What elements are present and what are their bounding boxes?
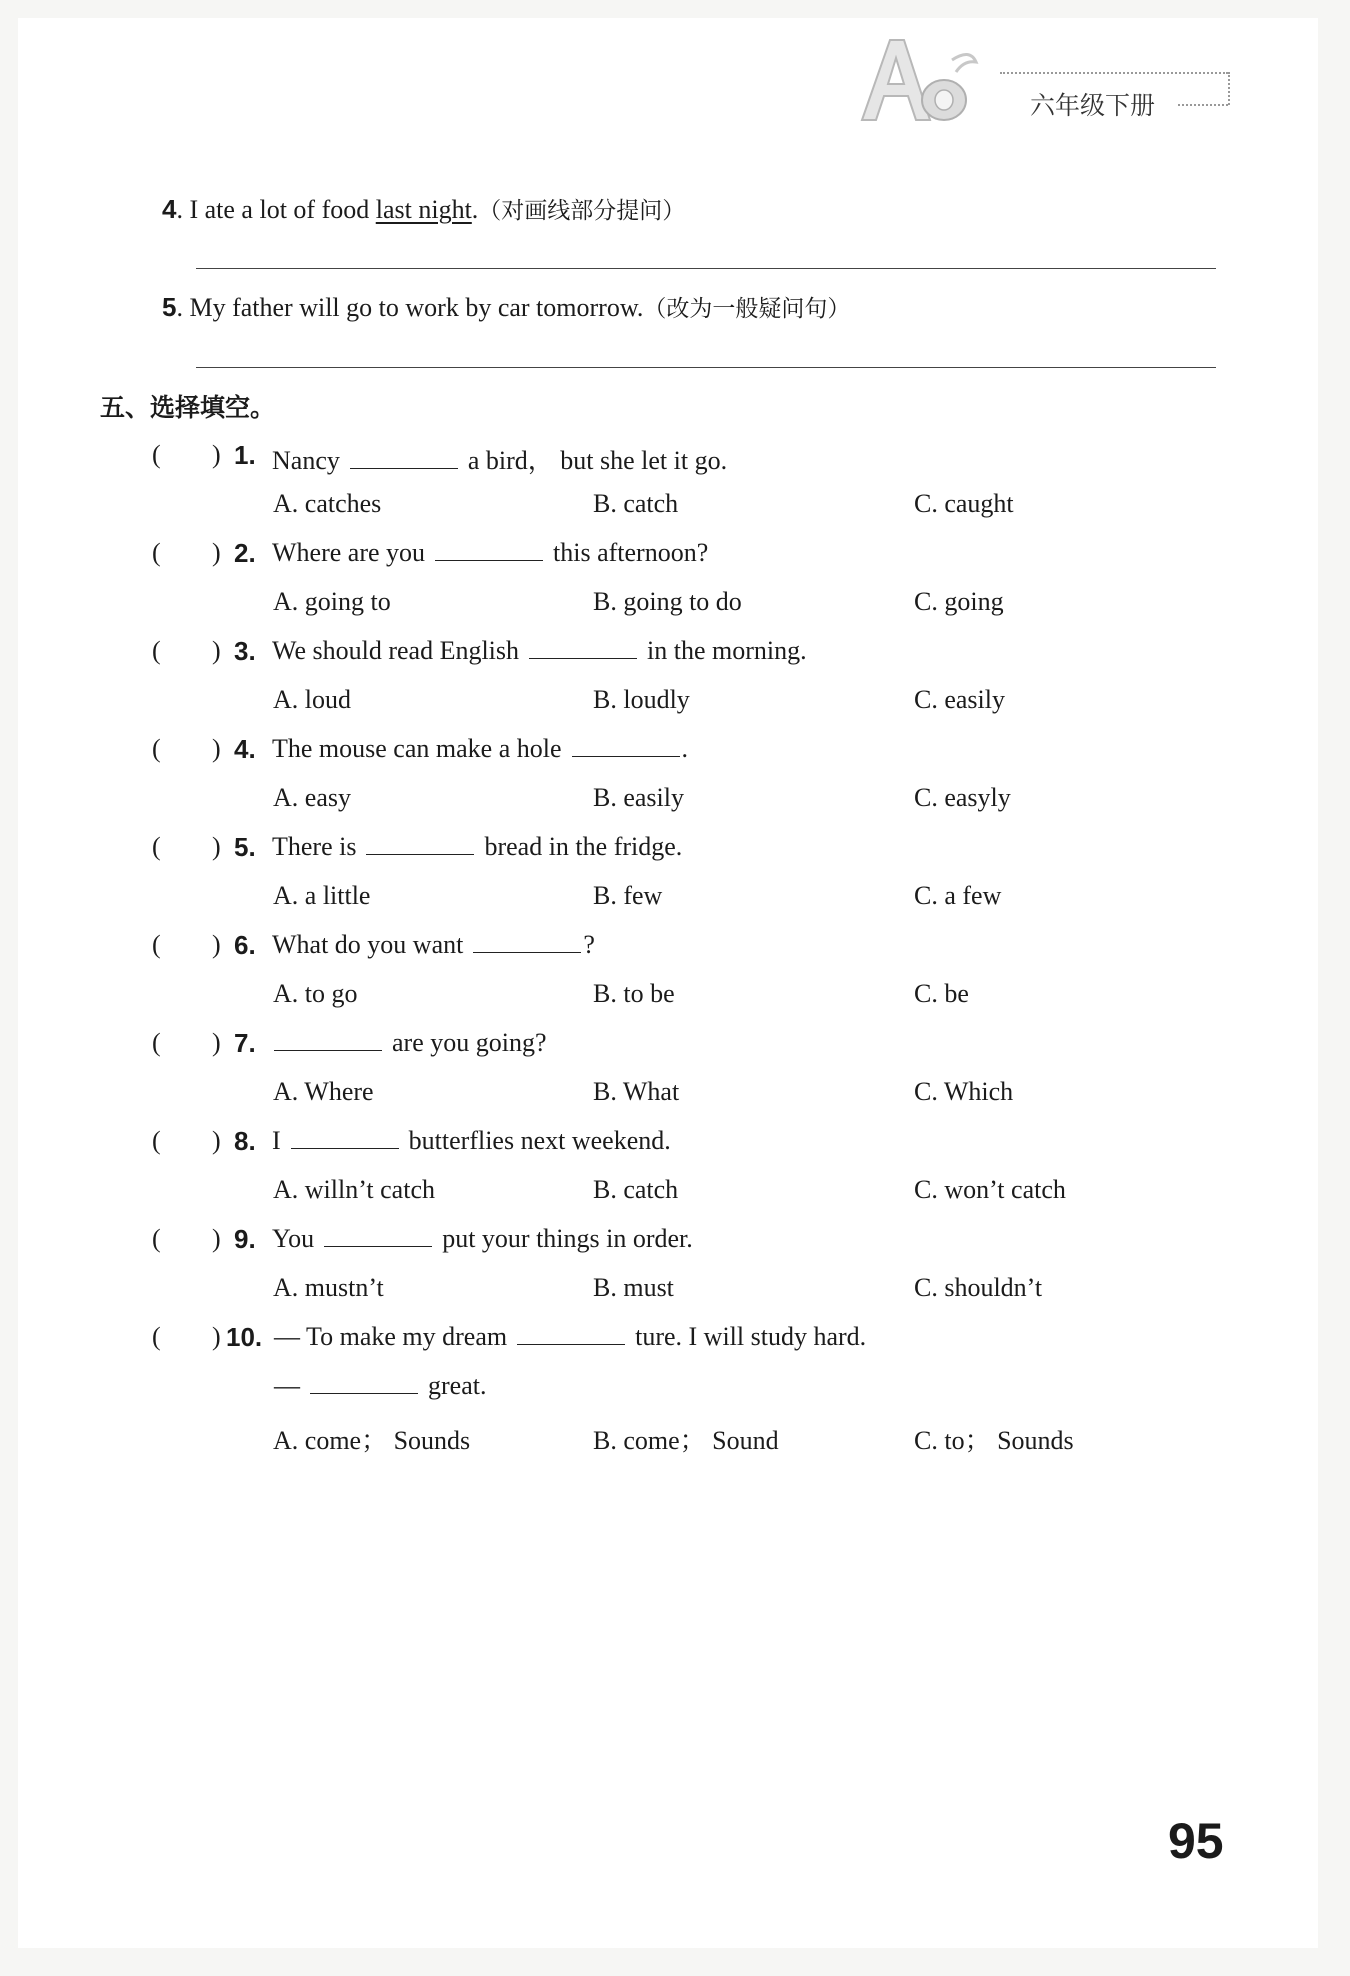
question-text: . My father will go to work by car tomorrow. <box>176 293 644 322</box>
options-row <box>0 685 1350 725</box>
answer-line[interactable] <box>196 268 1216 269</box>
question-stem <box>272 832 682 862</box>
option-c[interactable]: C. going <box>914 587 1004 616</box>
option-c[interactable]: C. easyly <box>914 783 1011 812</box>
blank[interactable] <box>517 1322 625 1345</box>
stem-before: You <box>272 1224 315 1253</box>
question-stem <box>272 930 595 960</box>
stem-before: We should read English <box>272 636 520 665</box>
option-c[interactable]: C. a few <box>914 881 1002 910</box>
answer-bracket-close: ) <box>212 636 221 665</box>
answer-bracket-close: ) <box>212 1126 221 1155</box>
question-stem <box>272 1224 693 1254</box>
underlined-phrase: last night <box>375 195 472 224</box>
question-stem <box>272 734 688 764</box>
stem-after: bread in the fridge. <box>484 832 683 861</box>
answer-bracket-open[interactable]: ( <box>152 440 161 469</box>
answer-bracket-open[interactable]: ( <box>152 1126 161 1155</box>
header-dotted-line <box>1178 104 1228 106</box>
options-row <box>0 1175 1350 1215</box>
answer-bracket-open[interactable]: ( <box>152 1028 161 1057</box>
instruction: （改为一般疑问句） <box>643 296 851 322</box>
answer-bracket-close: ) <box>212 832 221 861</box>
stem-before: — To make my dream <box>274 1322 508 1351</box>
options-row <box>0 1420 1350 1460</box>
options-row <box>0 1077 1350 1117</box>
question-row <box>0 1028 1350 1068</box>
stem-before: The mouse can make a hole <box>272 734 562 763</box>
option-b[interactable]: B. must <box>593 1273 674 1302</box>
question-number: 5. <box>234 832 256 862</box>
option-a[interactable]: A. easy <box>273 783 351 812</box>
question-number: 10. <box>226 1322 263 1352</box>
stem-after: a bird， but she let it go. <box>467 446 728 475</box>
options-row <box>0 489 1350 529</box>
stem-after: put your things in order. <box>442 1224 693 1253</box>
question-row <box>0 1224 1350 1264</box>
stem-after: great. <box>428 1371 487 1400</box>
options-row <box>0 979 1350 1019</box>
option-a[interactable]: A. come； Sounds <box>273 1426 471 1455</box>
question-row <box>0 440 1350 480</box>
question-row <box>0 636 1350 676</box>
option-c[interactable]: C. Which <box>914 1077 1014 1106</box>
grade-label: 六年级下册 <box>1030 91 1156 120</box>
question-number: 1. <box>234 440 256 470</box>
stem-before: — <box>274 1371 300 1400</box>
option-c[interactable]: C. to； Sounds <box>914 1426 1074 1455</box>
stem-after: butterflies next weekend. <box>408 1126 671 1155</box>
instruction: （对画线部分提问） <box>478 198 686 224</box>
blank[interactable] <box>435 538 543 561</box>
question-number: 6. <box>234 930 256 960</box>
option-b[interactable]: B. come； Sound <box>593 1426 779 1455</box>
option-a[interactable]: A. Where <box>273 1077 374 1106</box>
blank[interactable] <box>324 1224 432 1247</box>
question-stem <box>272 538 708 568</box>
stem-after: this afternoon? <box>553 538 709 567</box>
question-stem <box>272 1028 547 1058</box>
question-row <box>0 1126 1350 1166</box>
stem-after: ture. I will study hard. <box>635 1322 867 1351</box>
question-stem <box>274 1371 486 1401</box>
answer-line[interactable] <box>196 367 1216 368</box>
question-row <box>0 1322 1350 1362</box>
options-row <box>0 783 1350 823</box>
blank[interactable] <box>473 930 581 953</box>
answer-bracket-open[interactable]: ( <box>152 930 161 959</box>
option-a[interactable]: A. loud <box>273 685 351 714</box>
blank[interactable] <box>310 1371 418 1394</box>
option-b[interactable]: B. to be <box>593 979 675 1008</box>
option-a[interactable]: A. catches <box>273 489 382 518</box>
question-number: 4. <box>234 734 256 764</box>
stem-before: I <box>272 1126 281 1155</box>
answer-bracket-close: ) <box>212 930 221 959</box>
option-b[interactable]: B. going to do <box>593 587 742 616</box>
option-a[interactable]: A. going to <box>273 587 391 616</box>
question-number: 5 <box>162 292 177 322</box>
question-row <box>0 538 1350 578</box>
rewrite-question-4 <box>162 192 685 225</box>
question-number: 9. <box>234 1224 256 1254</box>
answer-bracket-close: ) <box>212 1322 221 1351</box>
answer-bracket-open[interactable]: ( <box>152 832 161 861</box>
rewrite-question-5 <box>162 290 850 323</box>
stem-after: in the morning. <box>647 636 807 665</box>
option-b[interactable]: B. few <box>593 881 663 910</box>
question-number: 4 <box>162 194 177 224</box>
options-row <box>0 587 1350 627</box>
option-b[interactable]: B. What <box>593 1077 680 1106</box>
blank[interactable] <box>291 1126 399 1149</box>
option-c[interactable]: C. caught <box>914 489 1014 518</box>
option-c[interactable]: C. be <box>914 979 969 1008</box>
option-b[interactable]: B. loudly <box>593 685 690 714</box>
section-title: 五、选择填空。 <box>100 393 276 422</box>
answer-bracket-close: ) <box>212 538 221 567</box>
header-dotted-line <box>1000 72 1228 74</box>
blank[interactable] <box>366 832 474 855</box>
question-stem <box>272 636 807 666</box>
ab-logo <box>852 30 982 130</box>
blank[interactable] <box>350 446 458 469</box>
page-number: 95 <box>1168 1813 1224 1869</box>
option-c[interactable]: C. won’t catch <box>914 1175 1066 1204</box>
option-b[interactable]: B. catch <box>593 1175 679 1204</box>
question-stem <box>272 1126 671 1156</box>
option-a[interactable]: A. a little <box>273 881 371 910</box>
answer-bracket-close: ) <box>212 440 221 469</box>
question-text-end: . <box>471 195 479 224</box>
question-row <box>0 832 1350 872</box>
option-c[interactable]: C. easily <box>914 685 1005 714</box>
stem-before: What do you want <box>272 930 464 959</box>
options-row <box>0 1273 1350 1313</box>
question-text: . I ate a lot of food <box>176 195 376 224</box>
answer-bracket-close: ) <box>212 734 221 763</box>
blank[interactable] <box>529 636 637 659</box>
question-row-continuation <box>0 1371 1350 1411</box>
option-b[interactable]: B. easily <box>593 783 684 812</box>
stem-before: There is <box>272 832 357 861</box>
header-dotted-line <box>1228 72 1230 105</box>
question-number: 2. <box>234 538 256 568</box>
answer-bracket-open[interactable]: ( <box>152 1224 161 1253</box>
answer-bracket-open[interactable]: ( <box>152 636 161 665</box>
question-number: 3. <box>234 636 256 666</box>
question-number: 8. <box>234 1126 256 1156</box>
answer-bracket-close: ) <box>212 1028 221 1057</box>
answer-bracket-open[interactable]: ( <box>152 1322 161 1351</box>
stem-before: Where are you <box>272 538 426 567</box>
answer-bracket-close: ) <box>212 1224 221 1253</box>
stem-before: Nancy <box>272 446 340 475</box>
blank[interactable] <box>274 1028 382 1051</box>
option-a[interactable]: A. to go <box>273 979 358 1008</box>
option-b[interactable]: B. catch <box>593 489 679 518</box>
answer-bracket-open[interactable]: ( <box>152 538 161 567</box>
answer-bracket-open[interactable]: ( <box>152 734 161 763</box>
option-a[interactable]: A. willn’t catch <box>273 1175 435 1204</box>
question-row <box>0 930 1350 970</box>
option-a[interactable]: A. mustn’t <box>273 1273 384 1302</box>
option-c[interactable]: C. shouldn’t <box>914 1273 1043 1302</box>
stem-after: . <box>681 734 688 763</box>
options-row <box>0 881 1350 921</box>
blank[interactable] <box>572 734 680 757</box>
stem-after: are you going? <box>392 1028 547 1057</box>
stem-after: ? <box>583 930 595 959</box>
question-row <box>0 734 1350 774</box>
question-stem <box>274 1322 866 1352</box>
question-stem <box>272 440 727 477</box>
question-number: 7. <box>234 1028 256 1058</box>
